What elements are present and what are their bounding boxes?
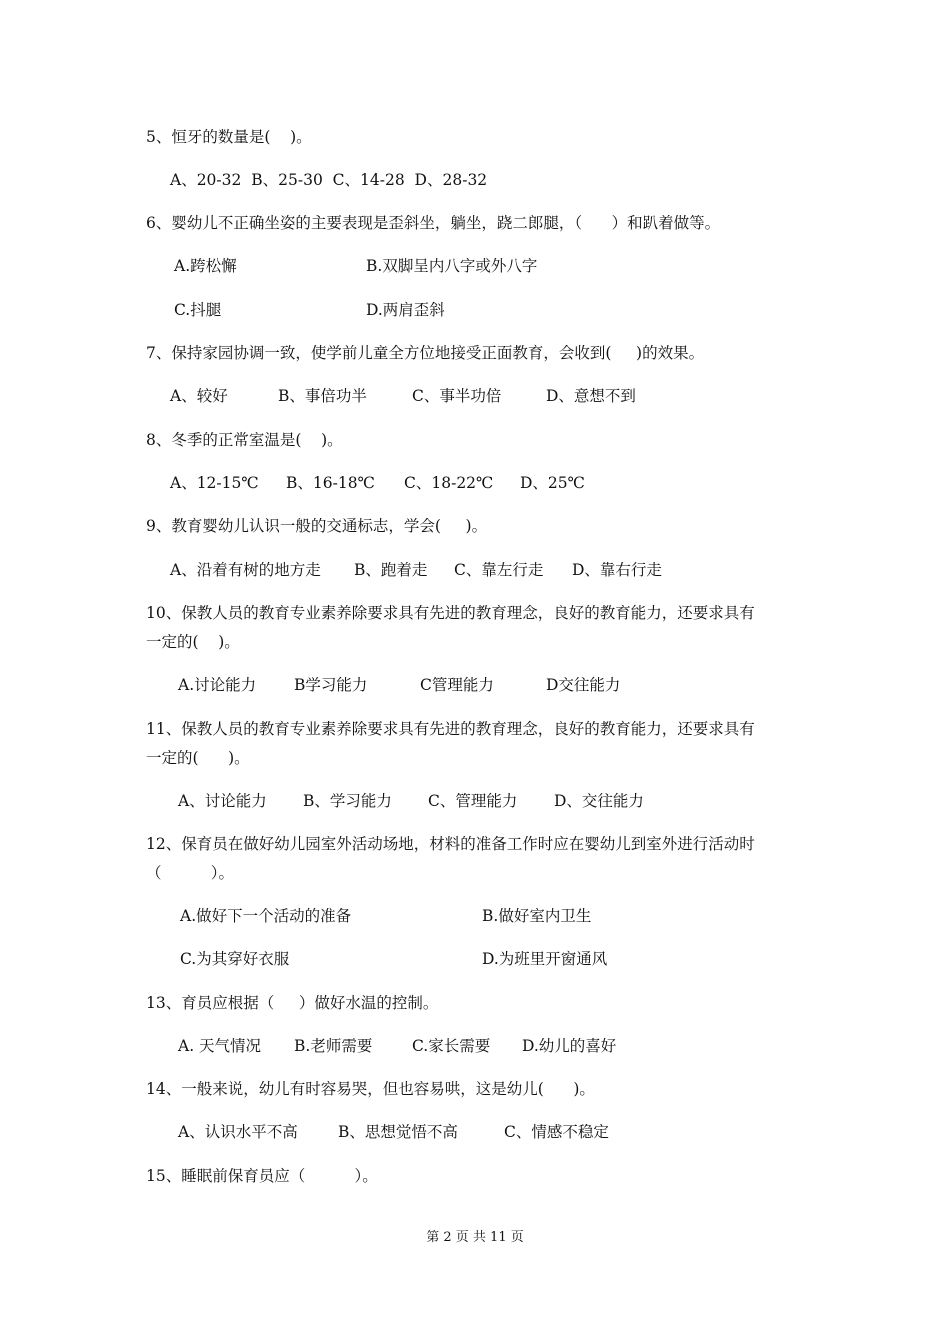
page-number-footer: 第 2 页 共 11 页 bbox=[426, 1230, 524, 1245]
question-11-stem-line-2: 一定的( )。 bbox=[146, 749, 250, 767]
question-12-option-d: D.为班里开窗通风 bbox=[482, 950, 608, 968]
question-13-option-c: C.家长需要 bbox=[412, 1037, 491, 1055]
question-7-option-b: B、事倍功半 bbox=[278, 387, 367, 405]
question-9-option-a: A、沿着有树的地方走 bbox=[170, 561, 321, 579]
question-10-option-a: A.讨论能力 bbox=[178, 676, 257, 694]
question-14-option-a: A、认识水平不高 bbox=[178, 1123, 298, 1141]
question-13-option-b: B.老师需要 bbox=[294, 1037, 373, 1055]
question-10-stem-line-2: 一定的( )。 bbox=[146, 633, 240, 651]
question-11-option-c: C、管理能力 bbox=[428, 792, 518, 810]
question-6-stem: 6、婴幼儿不正确坐姿的主要表现是歪斜坐，躺坐，跷二郎腿，（ ）和趴着做等。 bbox=[146, 214, 721, 232]
question-13-option-a: A. 天气情况 bbox=[178, 1037, 262, 1055]
question-11-stem-line-1: 11、保教人员的教育专业素养除要求具有先进的教育理念，良好的教育能力，还要求具有 bbox=[146, 720, 755, 738]
question-14-stem: 14、一般来说，幼儿有时容易哭，但也容易哄，这是幼儿( )。 bbox=[146, 1080, 595, 1098]
question-14-option-b: B、思想觉悟不高 bbox=[338, 1123, 458, 1141]
question-8-option-a: A、12-15℃ bbox=[170, 474, 259, 492]
question-7-option-d: D、意想不到 bbox=[546, 387, 636, 405]
question-8-stem: 8、冬季的正常室温是( )。 bbox=[146, 431, 343, 449]
question-7-option-a: A、较好 bbox=[170, 387, 228, 405]
question-11-option-a: A、讨论能力 bbox=[178, 792, 267, 810]
question-9-stem: 9、教育婴幼儿认识一般的交通标志，学会( )。 bbox=[146, 517, 488, 535]
question-13-option-d: D.幼儿的喜好 bbox=[522, 1037, 617, 1055]
question-6-option-a: A.跨松懈 bbox=[174, 257, 237, 275]
question-12-option-a: A.做好下一个活动的准备 bbox=[180, 907, 352, 925]
question-6-option-d: D.两肩歪斜 bbox=[366, 301, 445, 319]
question-5-options: A、20-32 B、25-30 C、14-28 D、28-32 bbox=[170, 171, 488, 189]
question-7-stem: 7、保持家园协调一致，使学前儿童全方位地接受正面教育，会收到( )的效果。 bbox=[146, 344, 705, 362]
question-6-option-b: B.双脚呈内八字或外八字 bbox=[366, 257, 538, 275]
question-12-stem-line-1: 12、保育员在做好幼儿园室外活动场地，材料的准备工作时应在婴幼儿到室外进行活动时 bbox=[146, 835, 755, 853]
question-15-stem: 15、睡眠前保育员应（ ）。 bbox=[146, 1167, 378, 1185]
question-11-option-b: B、学习能力 bbox=[303, 792, 392, 810]
question-12-option-b: B.做好室内卫生 bbox=[482, 907, 592, 925]
question-9-option-d: D、靠右行走 bbox=[572, 561, 662, 579]
question-9-option-c: C、靠左行走 bbox=[454, 561, 544, 579]
question-5-stem: 5、恒牙的数量是( )。 bbox=[146, 128, 312, 146]
question-14-option-c: C、情感不稳定 bbox=[504, 1123, 609, 1141]
question-13-stem: 13、育员应根据（ ）做好水温的控制。 bbox=[146, 994, 439, 1012]
question-10-option-d: D交往能力 bbox=[546, 676, 621, 694]
question-12-option-c: C.为其穿好衣服 bbox=[180, 950, 290, 968]
question-12-stem-line-2: （ ）。 bbox=[146, 864, 235, 882]
question-10-option-c: C管理能力 bbox=[420, 676, 494, 694]
question-7-option-c: C、事半功倍 bbox=[412, 387, 502, 405]
question-8-option-c: C、18-22℃ bbox=[404, 474, 494, 492]
question-10-stem-line-1: 10、保教人员的教育专业素养除要求具有先进的教育理念，良好的教育能力，还要求具有 bbox=[146, 604, 755, 622]
question-10-option-b: B学习能力 bbox=[294, 676, 368, 694]
question-6-option-c: C.抖腿 bbox=[174, 301, 222, 319]
question-9-option-b: B、跑着走 bbox=[354, 561, 428, 579]
question-8-option-b: B、16-18℃ bbox=[286, 474, 375, 492]
question-8-option-d: D、25℃ bbox=[520, 474, 585, 492]
question-11-option-d: D、交往能力 bbox=[554, 792, 644, 810]
